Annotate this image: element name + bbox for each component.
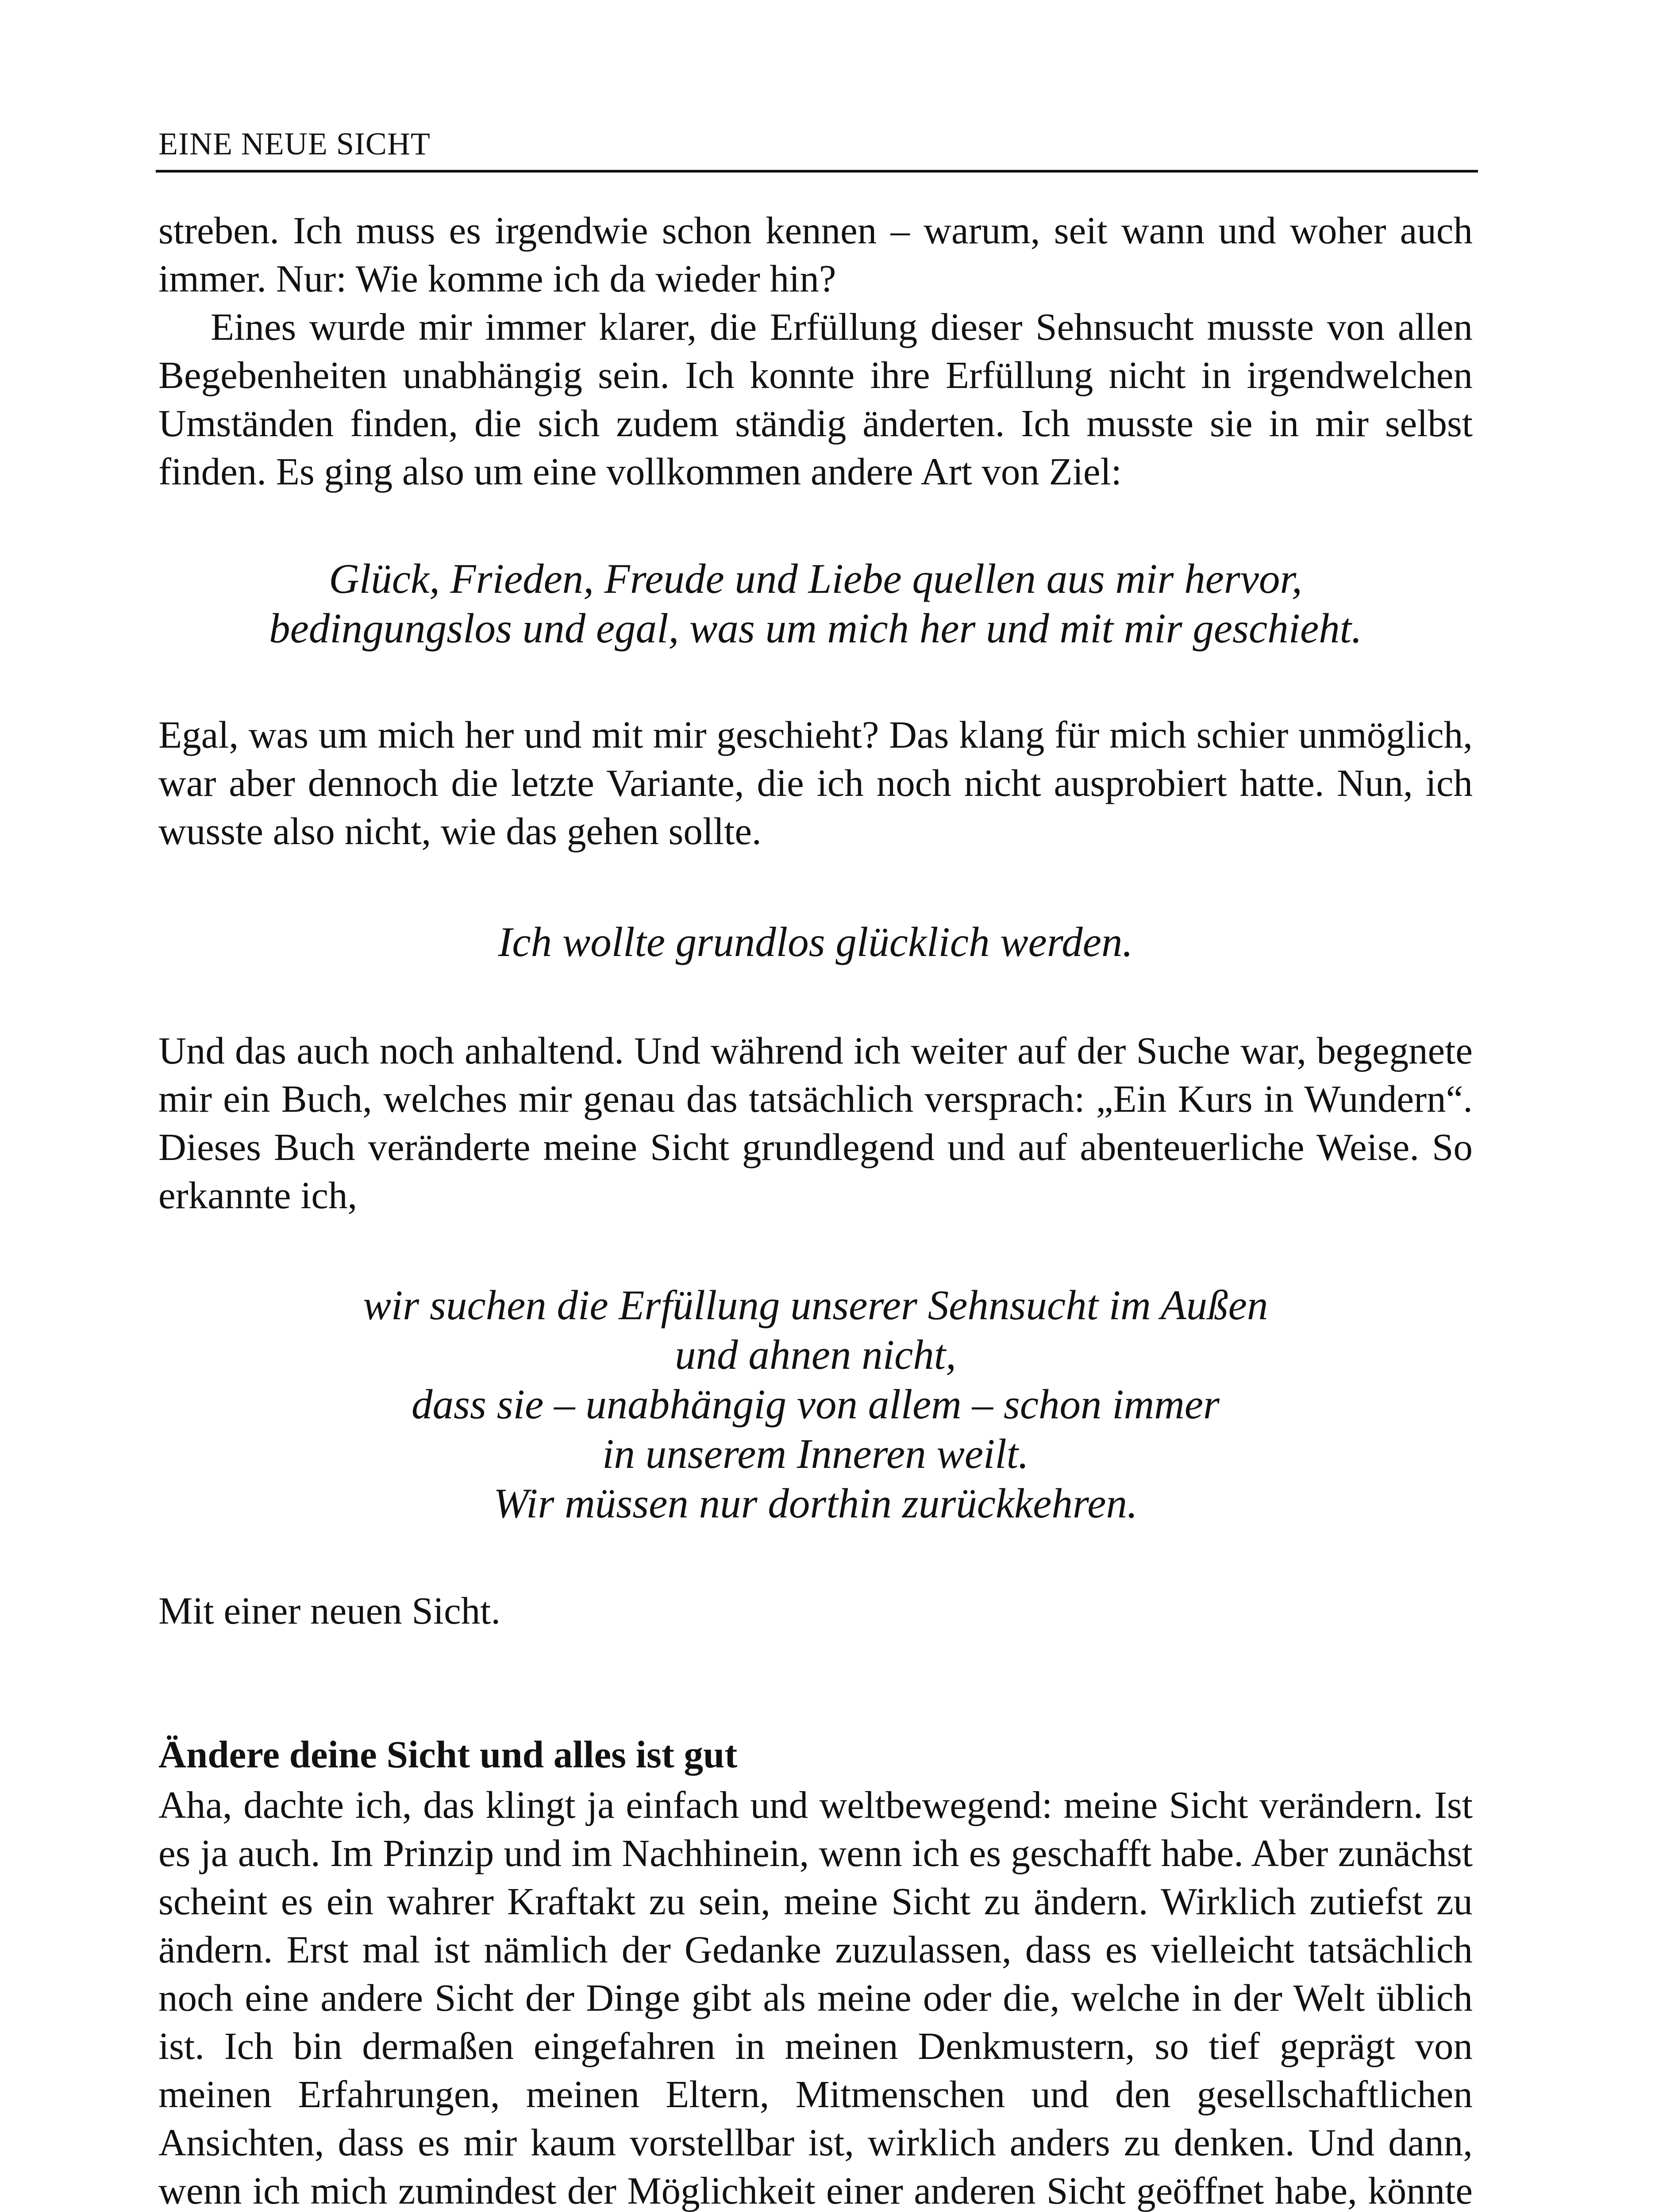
paragraph-6: Aha, dachte ich, das klingt ja einfach und weltbewegend: meine Sicht verändern. Ist es ja auch. Im Prinzip und im Nachhinein, wenn ich es geschafft habe. Aber zunächst scheint es ein wahrer Kraftakt zu sein, meine Sicht zu ändern. Wirklich zutiefst zu ändern. Erst mal ist nämlich der Gedanke zuzulassen, dass es vielleicht tatsächlich noch eine andere Sicht der Dinge gibt als meine oder die, welche in der Welt üblich ist. Ich bin dermaßen eingefahren in meinen Denkmustern, so tief geprägt von meinen Erfahrungen, meinen Eltern, Mitmenschen und den gesellschaftlichen Ansichten, dass es mir kaum vorstellbar ist, wirklich anders zu denken. Und dann, wenn ich mich zumindest der Möglichkeit einer anderen Sicht geöffnet habe, könnte xyxy=(158,1783,1473,2212)
paragraph-2: Eines wurde mir immer klarer, die Erfüllung dieser Sehnsucht musste von allen Begebenheiten unabhängig sein. Ich konnte ihre Erfüllung nicht in irgendwelchen Umständen finden, die sich zudem ständig änderten. Ich musste sie in mir selbst finden. Es ging also um eine vollkommen andere Art von Ziel: xyxy=(158,305,1473,493)
header-rule xyxy=(156,170,1478,173)
section-heading: Ändere deine Sicht und alles ist gut xyxy=(158,1733,738,1776)
quote-block-2 xyxy=(158,917,1473,967)
paragraph-5: Mit einer neuen Sicht. xyxy=(158,1589,501,1632)
quote-block-1 xyxy=(158,554,1473,653)
quote-3-line-1: wir suchen die Erfüllung unserer Sehnsucht im Außen xyxy=(363,1282,1268,1329)
quote-3-line-3: dass sie – unabhängig von allem – schon immer xyxy=(412,1381,1220,1428)
quote-block-3 xyxy=(158,1280,1473,1528)
quote-3-line-2: und ahnen nicht, xyxy=(675,1331,956,1378)
quote-1-line-1: Glück, Frieden, Freude und Liebe quellen aus mir hervor, xyxy=(329,555,1302,602)
quote-3-line-5: Wir müssen nur dorthin zurückkehren. xyxy=(493,1480,1138,1527)
paragraph-3: Egal, was um mich her und mit mir geschieht? Das klang für mich schier unmöglich, war aber dennoch die letzte Variante, die ich noch nicht ausprobiert hatte. Nun, ich wusste also nicht, wie das gehen sollte. xyxy=(158,713,1473,853)
page-body xyxy=(158,206,1473,2212)
quote-1-line-2: bedingungslos und egal, was um mich her und mit mir geschieht. xyxy=(269,605,1362,652)
paragraph-1: streben. Ich muss es irgendwie schon kennen – warum, seit wann und woher auch immer. Nur: Wie komme ich da wieder hin? xyxy=(158,209,1473,300)
paragraph-4: Und das auch noch anhaltend. Und während ich weiter auf der Suche war, begegnete mir ein Buch, welches mir genau das tatsächlich versprach: „Ein Kurs in Wundern“. Dieses Buch veränderte meine Sicht grundlegend und auf abenteuerliche Weise. So erkannte ich, xyxy=(158,1029,1473,1217)
quote-2-line-1: Ich wollte grundlos glücklich werden. xyxy=(498,918,1133,965)
running-header: EINE NEUE SICHT xyxy=(158,126,431,161)
quote-3-line-4: in unserem Inneren weilt. xyxy=(602,1430,1029,1477)
